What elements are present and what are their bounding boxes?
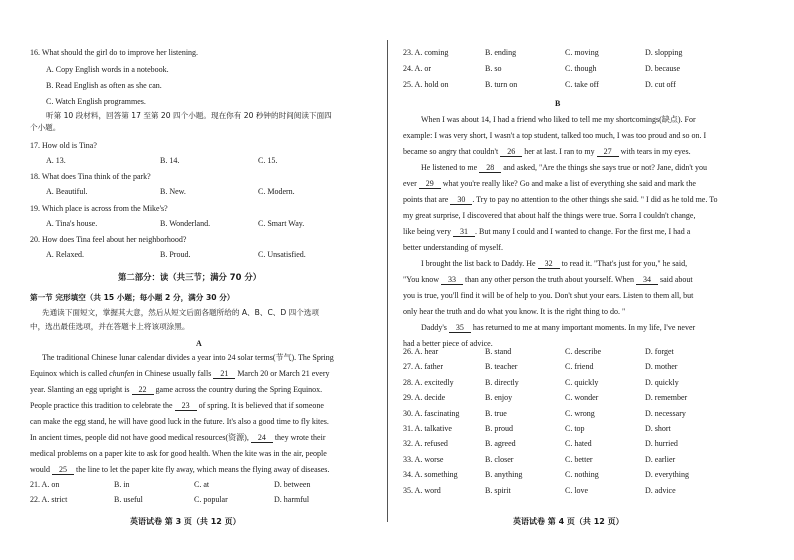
question-16-option-b: B. Read English as often as she can. [46, 81, 162, 90]
question-21-option-d: D. between [274, 480, 311, 489]
question-20-option-a: A. Relaxed. [46, 250, 84, 259]
blank-28: 28 [479, 163, 501, 173]
section-1-title: 第一节 完形填空（共 15 小题；每小题 2 分，满分 30 分） [30, 293, 235, 302]
question-24-option-d: D. because [645, 64, 681, 73]
question-18-option-c: C. Modern. [258, 187, 295, 196]
question-17-stem: 17. How old is Tina? [30, 141, 97, 150]
question-18-option-b: B. New. [160, 187, 186, 196]
question-32-option-a: 32. A. refused [403, 439, 448, 449]
question-32-option-c: C. hated [565, 439, 592, 449]
page-footer-left: 英语试卷 第 3 页（共 12 页） [130, 517, 241, 526]
question-25-option-a: 25. A. hold on [403, 80, 449, 89]
question-34-option-b: B. anything [485, 470, 523, 480]
question-19-option-b: B. Wonderland. [160, 219, 211, 228]
question-23-option-c: C. moving [565, 48, 599, 57]
blank-34: 34 [636, 275, 658, 285]
part-2-title: 第二部分：读（共三节；满分 70 分） [118, 272, 262, 282]
blank-25: 25 [52, 465, 74, 475]
question-33-option-c: C. better [565, 454, 593, 464]
question-17-option-c: C. 15. [258, 156, 278, 165]
blank-26: 26 [500, 147, 522, 157]
question-28-option-a: 28. A. excitedly [403, 377, 454, 387]
question-25-option-c: C. take off [565, 80, 599, 89]
blank-35: 35 [449, 323, 471, 333]
question-35-option-d: D. advice [645, 485, 676, 495]
question-35-option-a: 35. A. word [403, 485, 441, 495]
passage-a-line-8: would 25 the line to let the paper kite fly away, which means the flying away of diseases. [30, 465, 330, 474]
question-20-stem: 20. How does Tina feel about her neighborhood? [30, 235, 187, 244]
question-29-option-b: B. enjoy [485, 393, 513, 403]
question-29-option-c: C. wonder [565, 393, 599, 403]
passage-b-line-13: only hear the truth and do what you know. It is the right thing to do. " [403, 307, 626, 316]
passage-b-line-5: ever 29 what you're really like? Go and make a list of everything she said and mark the [403, 179, 696, 188]
question-16-option-c: C. Watch English programmes. [46, 97, 146, 106]
question-30-option-a: 30. A. fascinating [403, 408, 460, 418]
question-23-option-b: B. ending [485, 48, 517, 57]
question-23-option-d: D. slopping [645, 48, 683, 57]
blank-24: 24 [251, 433, 273, 443]
passage-a-line-1: The traditional Chinese lunar calendar divides a year into 24 solar terms(节气). The Spring [42, 353, 334, 362]
question-25-option-d: D. cut off [645, 80, 676, 89]
question-32-option-b: B. agreed [485, 439, 516, 449]
passage-b-line-11: "You know 33 than any other person the truth about yourself. When 34 said about [403, 275, 693, 284]
blank-21: 21 [213, 369, 235, 379]
listening-instruction: 听第 10 段材料，回答第 17 至第 20 四个小题。现在你有 20 秒钟的时间阅读下面四 [46, 111, 332, 120]
question-21-option-c: C. at [194, 480, 210, 489]
question-26-option-d: D. forget [645, 347, 674, 356]
question-20-option-c: C. Unsatisfied. [258, 250, 306, 259]
question-33-option-a: 33. A. worse [403, 454, 444, 464]
question-19-stem: 19. Which place is across from the Mike's? [30, 204, 168, 213]
section-1-instruction-cont: 中，选出最佳选项，并在答题卡上将该项涂黑。 [30, 322, 190, 331]
question-17-option-a: A. 13. [46, 156, 66, 165]
question-35-option-b: B. spirit [485, 485, 511, 495]
question-34-option-c: C. nothing [565, 470, 599, 480]
question-33-option-b: B. closer [485, 454, 514, 464]
question-31-option-a: 31. A. talkative [403, 424, 452, 433]
question-34-option-d: D. everything [645, 470, 689, 480]
question-24-option-b: B. so [485, 64, 502, 73]
question-24-option-a: 24. A. or [403, 64, 431, 73]
question-31-option-c: C. top [565, 424, 585, 433]
question-28-option-c: C. quickly [565, 377, 599, 387]
passage-b-line-15: had a better piece of advice. [403, 339, 493, 348]
passage-a-line-7: medical problems on a paper kite to ask for good health. When the kite was in the air, people [30, 449, 327, 458]
passage-b-label: B [555, 99, 561, 108]
passage-b-line-4: He listened to me 28 and asked, "Are the things she says true or not? Jane, didn't you [421, 163, 707, 172]
page-footer-right: 英语试卷 第 4 页（共 12 页） [513, 517, 624, 526]
question-22-option-b: B. useful [114, 495, 143, 504]
question-28-option-b: B. directly [485, 377, 519, 387]
question-34-option-a: 34. A. something [403, 470, 458, 480]
question-32-option-d: D. hurried [645, 439, 678, 449]
question-25-option-b: B. turn on [485, 80, 518, 89]
section-1-instruction: 先通读下面短文，掌握其大意，然后从短文后面各题所给的 A、B、C、D 四个选项 [42, 308, 319, 317]
passage-b-line-12: you is true, you'll find it will be of help to you. Don't shut your ears. Listen to them all, but [403, 291, 694, 300]
passage-a-line-4: People practice this tradition to celebrate the 23 of spring. It is believed that if someone [30, 401, 324, 410]
question-19-option-a: A. Tina's house. [46, 219, 98, 228]
question-35-option-c: C. love [565, 485, 589, 495]
passage-b-line-6: points that are 30 . Try to pay no attention to the other things she said. " I did as he told me. To [403, 195, 718, 204]
blank-33: 33 [441, 275, 463, 285]
question-26-option-c: C. describe [565, 347, 601, 356]
question-16-stem: 16. What should the girl do to improve her listening. [30, 48, 199, 57]
question-31-option-b: B. proud [485, 424, 513, 433]
question-16-option-a: A. Copy English words in a notebook. [46, 65, 169, 74]
passage-a-label: A [196, 339, 202, 348]
question-30-option-c: C. wrong [565, 408, 595, 418]
blank-32: 32 [538, 259, 560, 269]
question-30-option-b: B. true [485, 408, 507, 418]
passage-b-line-1: When I was about 14, I had a friend who liked to tell me my shortcomings(缺点). For [421, 115, 696, 124]
question-27-option-d: D. mother [645, 362, 678, 372]
passage-b-line-9: better understanding of myself. [403, 243, 503, 252]
question-33-option-d: D. earlier [645, 454, 676, 464]
question-29-option-d: D. remember [645, 393, 688, 403]
question-26-option-b: B. stand [485, 347, 512, 356]
question-27-option-a: 27. A. father [403, 362, 443, 372]
question-20-option-b: B. Proud. [160, 250, 191, 259]
passage-a-line-5: can make the egg stand, he will have good luck in the future. It's also a good time to fly kites. [30, 417, 329, 426]
blank-30: 30 [450, 195, 472, 205]
question-31-option-d: D. short [645, 424, 671, 433]
question-22-option-d: D. harmful [274, 495, 310, 504]
question-17-option-b: B. 14. [160, 156, 180, 165]
left-page [30, 0, 370, 560]
question-24-option-c: C. though [565, 64, 597, 73]
passage-a-line-2: Equinox which is called chunfen in Chinese usually falls 21 March 20 or March 21 every [30, 369, 330, 378]
passage-b-line-2: example: I was very short, I wasn't a top student, talked too much, I was too proud and so on. I [403, 131, 707, 140]
question-21-option-a: 21. A. on [30, 480, 60, 489]
question-18-stem: 18. What does Tina think of the park? [30, 172, 151, 181]
question-21-option-b: B. in [114, 480, 130, 489]
passage-b-line-7: my great surprise, I discovered that about half the things were true. Sorra I couldn't change, [403, 211, 696, 220]
passage-b-line-14: Daddy's 35 has returned to me at many important moments. In my life, I've never [421, 323, 696, 332]
passage-b-line-10: I brought the list back to Daddy. He 32 to read it. "That's just for you," he said, [421, 259, 688, 268]
question-18-option-a: A. Beautiful. [46, 187, 88, 196]
blank-27: 27 [597, 147, 619, 157]
right-page [403, 0, 763, 560]
question-27-option-c: C. friend [565, 362, 594, 372]
question-26-option-a: 26. A. hear [403, 347, 439, 356]
passage-b-line-8: like being very 31 . But many I could and I wanted to change. For the first me, I had a [403, 227, 691, 236]
question-22-option-a: 22. A. strict [30, 495, 68, 504]
passage-a-line-6: In ancient times, people did not have good medical resources(资源), 24 they wrote their [30, 433, 326, 442]
listening-instruction-cont: 个小题。 [30, 123, 61, 132]
passage-b-line-3: became so angry that couldn't 26 her at last. I ran to my 27 with tears in my eyes. [403, 147, 691, 156]
blank-23: 23 [175, 401, 197, 411]
question-23-option-a: 23. A. coming [403, 48, 449, 57]
question-28-option-d: D. quickly [645, 377, 679, 387]
blank-22: 22 [132, 385, 154, 395]
blank-29: 29 [419, 179, 441, 189]
question-29-option-a: 29. A. decide [403, 393, 446, 403]
passage-a-line-3: year. Slanting an egg upright is 22 game across the country during the Spring Equinox. [30, 385, 323, 394]
question-27-option-b: B. teacher [485, 362, 518, 372]
page-divider [387, 40, 388, 522]
question-19-option-c: C. Smart Way. [258, 219, 305, 228]
blank-31: 31 [453, 227, 475, 237]
question-30-option-d: D. necessary [645, 408, 686, 418]
question-22-option-c: C. popular [194, 495, 228, 504]
